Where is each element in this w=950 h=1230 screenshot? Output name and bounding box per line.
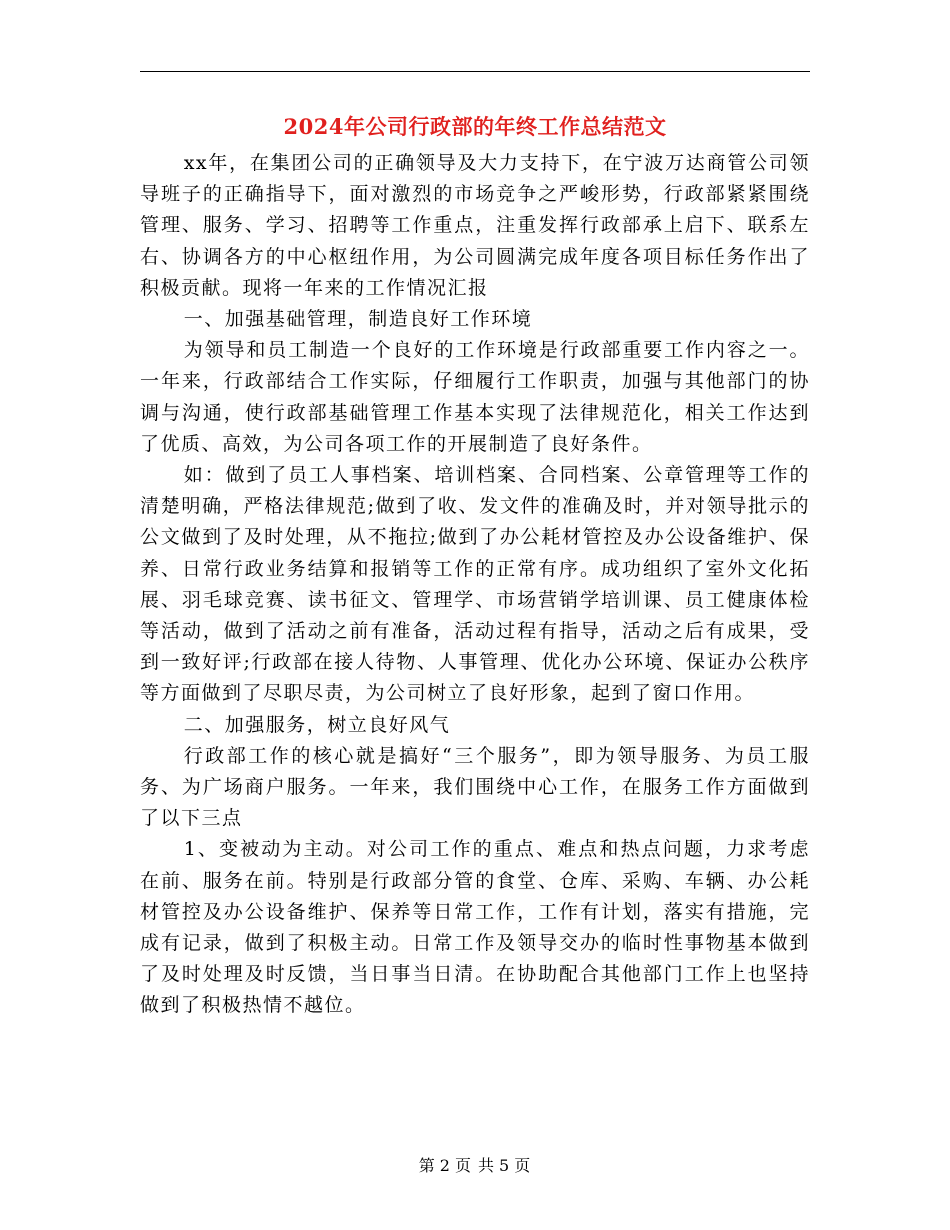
footer-page-number: 2	[439, 1156, 451, 1175]
document-body	[140, 148, 810, 1022]
footer-prefix: 第	[418, 1156, 436, 1175]
section-heading-1: 一、加强基础管理，制造良好工作环境	[183, 308, 533, 331]
document-title: 2024年公司行政部的年终工作总结范文	[283, 114, 667, 139]
section-heading-2: 二、加强服务，树立良好风气	[183, 713, 451, 736]
header-rule	[140, 71, 810, 72]
paragraph-section-1: 为领导和员工制造一个良好的工作环境是行政部重要工作内容之一。一年来，行政部结合工作实际，仔细履行工作职责，加强与其他部门的协调与沟通，使行政部基础管理工作基本实现了法律规范化，相关工作达到了优质、高效，为公司各项工作的开展制造了良好条件。	[140, 339, 810, 455]
footer-suffix: 页	[514, 1156, 532, 1175]
footer-total-pages: 5	[499, 1156, 511, 1175]
footer-middle: 页 共	[454, 1156, 496, 1175]
paragraph-section-2: 行政部工作的核心就是搞好“三个服务”，即为领导服务、为员工服务、为广场商户服务。一年来，我们围绕中心工作，在服务工作方面做到了以下三点	[140, 744, 810, 830]
paragraph-point-1: 1、变被动为主动。对公司工作的重点、难点和热点问题，力求考虑在前、服务在前。特别是行政部分管的食堂、仓库、采购、车辆、办公耗材管控及办公设备维护、保养等日常工作，工作有计划，落实有措施，完成有记录，做到了积极主动。日常工作及领导交办的临时性事物基本做到了及时处理及时反馈，当日事当日清。在协助配合其他部门工作上也坚持做到了积极热情不越位。	[140, 838, 810, 1017]
page-footer	[0, 1155, 950, 1177]
paragraph-examples: 如：做到了员工人事档案、培训档案、合同档案、公章管理等工作的清楚明确，严格法律规范;做到了收、发文件的准确及时，并对领导批示的公文做到了及时处理，从不拖拉;做到了办公耗材管控及办公设备维护、保养、日常行政业务结算和报销等工作的正常有序。成功组织了室外文化拓展、羽毛球竞赛、读书征文、管理学、市场营销学培训课、员工健康体检等活动，做到了活动之前有准备，活动过程有指导，活动之后有成果，受到一致好评;行政部在接人待物、人事管理、优化办公环境、保证办公秩序等方面做到了尽职尽责，为公司树立了良好形象，起到了窗口作用。	[140, 464, 810, 705]
paragraph-intro: xx年，在集团公司的正确领导及大力支持下，在宁波万达商管公司领导班子的正确指导下，面对激烈的市场竞争之严峻形势，行政部紧紧围绕管理、服务、学习、招聘等工作重点，注重发挥行政部承上启下、联系左右、协调各方的中心枢纽作用，为公司圆满完成年度各项目标任务作出了积极贡献。现将一年来的工作情况汇报	[140, 152, 810, 299]
